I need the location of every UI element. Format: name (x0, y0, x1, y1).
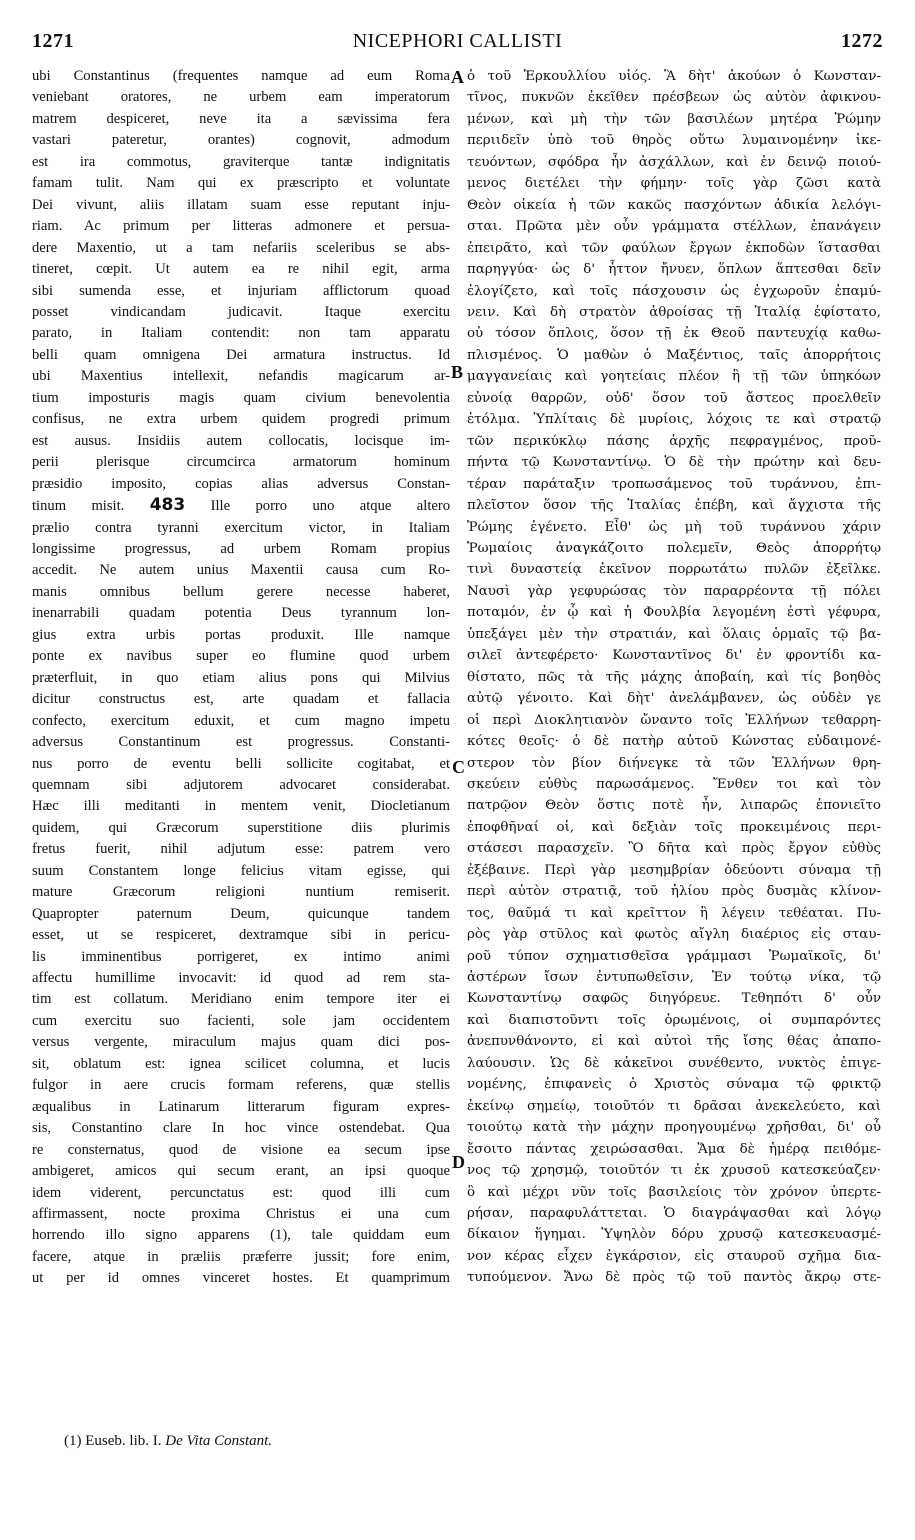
latin-line: belli quam omnigena Dei armatura instructus. Id (32, 346, 450, 363)
latin-line: ponte ex navibus super eo flumine quod urbem (32, 648, 450, 665)
latin-line: præsidio imposito, copias alias adversus Constan- (32, 475, 450, 492)
greek-line: τυπούμενον. Ἄνω δὲ πρὸς τῷ τοῦ παντὸς ἄκρῳ στε- (467, 1270, 881, 1286)
latin-line: sibi sumenda esse, et injuriam afflictorum quoad (32, 282, 450, 299)
greek-line: πλεῖστον ὅσον τῆς Ἰταλίας ἐπέβη, καὶ ἄγχιστα τῆς (467, 498, 881, 514)
greek-line: ἐποφθῆναί οἱ, καὶ δεξιὰν τοῖς προκειμένοις περι- (467, 819, 881, 835)
greek-line: τῖνος, πυκνῶν ἐκεῖθεν πρέσβεων ὡς αὐτὸν ἀφικνου- (467, 90, 881, 106)
greek-line: πλισμένος. Ὁ μαθὼν ὁ Μαξέντιος, ταῖς ἀπορρήτοις (467, 347, 881, 363)
latin-line: adversus Constantinum est progressus. Constanti- (32, 734, 450, 751)
greek-line: τινὶ δυναστείᾳ ἐκεῖνον πορρωτάτω πυλῶν ἐξεῖλκε. (467, 562, 881, 578)
latin-line: parato, in Italiam contendit: non tam apparatu (32, 325, 450, 342)
latin-line: suum Constantem longe felicius vitam egisse, qui (32, 862, 450, 879)
latin-line: fulgor in aere crucis formam referens, quæ stellis (32, 1077, 450, 1094)
greek-line: Θεὸν οἰκεία ἡ τῶν κακῶς πασχόντων ἀδικία λελόγι- (467, 197, 881, 213)
greek-line: σται. Πρῶτα μὲν οὖν γράμματα στέλλων, ἐπανάγειν (467, 219, 881, 235)
greek-line: νον κέρας εἶχεν ἐγκάρσιον, εἰς σταυροῦ σχῆμα δια- (467, 1248, 881, 1264)
latin-line: lis imminentibus porrigeret, ex intimo animi (32, 948, 450, 965)
greek-line: ἐξέβαινε. Περὶ γὰρ μεσημβρίαν ὁδεύοντι σύναμα τῇ (467, 862, 881, 878)
greek-line: στερον τὸν βίον διήνεγκε τὰ τῶν Ἑλλήνων θρη- (467, 755, 881, 771)
latin-line: ut per id omnes vinceret hostes. Et quamprimum (32, 1270, 450, 1287)
greek-line: ἔσοιτο πάντας χειρώσασθαι. Ἅμα δὲ ἡμέρᾳ πειθόμε- (467, 1141, 881, 1157)
greek-line: εὐνοίᾳ θαρρῶν, οὐδ' ὅσον τοῦ ἄστεος προελθεῖν (467, 390, 881, 406)
latin-line: præterfluit, in quo etiam alius pons qui Milvius (32, 669, 450, 686)
latin-line: sis, Constantino clare In hoc vince ostendebat. Qua (32, 1120, 450, 1137)
latin-line: mature Græcorum religioni nuntium remiserit. (32, 884, 450, 901)
latin-line: quidem, qui Græcorum superstitione diis plurimis (32, 819, 450, 836)
latin-line: esset, ut se respiceret, dextramque sibi in pericu- (32, 927, 450, 944)
latin-line: cum exercitu suo facienti, sole jam occidentem (32, 1012, 450, 1029)
greek-line: τέραν παράταξιν τροπωσάμενος τοῦ τυράννου, ἐπι- (467, 476, 881, 492)
latin-line: ubi Constantinus (frequentes namque ad eum Roma (32, 68, 450, 84)
greek-line: σιλεῖ ἀντεφέρετο· Κωνσταντῖνος δι' ἐν φροντίδι κα- (467, 648, 881, 664)
latin-line: longissime progressus, ad urbem Romam propius (32, 540, 450, 557)
latin-line: idem viderent, percunctatus est: quod illi cum (32, 1184, 450, 1201)
section-marker-d: D (452, 1152, 465, 1172)
greek-line: πατρῷον Θεὸν ὅστις ποτὲ ἦν, λιπαρῶς ἐπονιεῖτο (467, 798, 881, 814)
greek-line: ὁ τοῦ Ἑρκουλλίου υἱός. Ἃ δὴτ' ἀκούων ὁ Κωνσταν- (467, 69, 881, 84)
latin-line: dicitur constructus est, arte quadam et fallacia (32, 691, 450, 708)
page-header (32, 30, 883, 62)
latin-line: famam tulit. Nam qui ex præscripto et voluntate (32, 175, 450, 192)
latin-line: accedit. Ne autem unius Maxentii causa cum Ro- (32, 562, 450, 579)
greek-line: Ῥώμης ἐγένετο. Εἶθ' ὡς μὴ τοῦ τυράννου χάριν (467, 519, 881, 535)
latin-line: manis omnibus bellum gerere necesse haberet, (32, 583, 450, 600)
latin-line: matrem despiceret, neve ita a sævissima fera (32, 110, 450, 127)
greek-line: Ναυσὶ γὰρ γεφυρώσας τὸν παραρρέοντα τῇ πόλει (467, 583, 881, 599)
greek-line: σκεύειν εὐθὺς παρωσάμενος. Ἔνθεν τοι καὶ τὸν (467, 776, 881, 792)
greek-line: οὐ τόσον ὅπλοις, ὅσον τῇ ἐκ Θεοῦ παντευχίᾳ καθω- (467, 326, 881, 342)
footnote-reference: (1) Euseb. lib. I. (64, 1433, 162, 1449)
latin-line: est ausus. Insidiis autem collocatis, locisque im- (32, 432, 450, 449)
latin-line: veniebant oratores, ne urbem eam imperatorum (32, 89, 450, 106)
latin-line: facere, atque in præliis præferre jussit; fore enim, (32, 1248, 450, 1265)
section-marker-c: C (452, 757, 465, 777)
greek-line: αὐτῷ γένοιτο. Καὶ δὴτ' ἀνελάμβανεν, ὡς οὐδὲν γε (467, 691, 881, 707)
latin-line: tineret, cœpit. Ut autem ea re nihil egit, arma (32, 261, 450, 278)
greek-line: ποταμόν, ἐν ᾧ καὶ ἡ Φουλβία λεγομένη ἐστὶ γέφυρα, (467, 605, 881, 621)
greek-line: Ῥωμαίοις ἀναγκάζοιτο πολεμεῖν, Θεὸς ἀπορρήτῳ (467, 540, 881, 556)
greek-line: νομένης, ἐπιφανεὶς ὁ Χριστὸς σύναμα τῷ φρικτῷ (467, 1077, 881, 1093)
latin-line: versus vergente, miraculum majus quam dici pos- (32, 1034, 450, 1051)
latin-column (32, 66, 450, 1421)
greek-line: οἱ περὶ Διοκλητιανὸν ὤναντο τοῖς Ἑλλήνων τεθαρρη- (467, 712, 881, 728)
latin-line: riam. Ac primum per litteras admonere et persua- (32, 218, 450, 235)
greek-column (467, 66, 881, 1421)
greek-line: παρηγγύα· ὡς δ' ἧττον ἤνυεν, ὅπλων ἅπτεσθαι δεῖν (467, 262, 881, 278)
page-number-right: 1272 (841, 30, 883, 52)
greek-line: θίστατο, πῶς τὰ τῆς μάχης ἀποβαίη, καὶ τίς βοηθὸς (467, 669, 881, 685)
greek-line: τος, θαῦμά τι καὶ κρεῖττον ἢ λέγειν τεθέαται. Πυ- (467, 905, 881, 921)
latin-line: confecto, exercitum eduxit, et cum magno impetu (32, 712, 450, 729)
latin-line: affirmassent, nocte proxima Christus ei una cum (32, 1206, 450, 1223)
greek-line: ὑπεξάγει μὲν τὴν στρατιάν, καὶ ὅλαις ὁρμαῖς τῷ βα- (467, 626, 881, 642)
latin-line: ubi Maxentius intellexit, nefandis magicarum ar- (32, 368, 450, 385)
latin-line: sit, oblatum est: ignea scilicet columna, et lucis (32, 1055, 450, 1072)
latin-line: Quapropter paternum Deum, quicunque tandem (32, 905, 450, 922)
greek-line: ἐπειρᾶτο, καὶ τῶν φαύλων ἔργων ἐκποδὼν ἵστασθαι (467, 240, 881, 256)
greek-line: κότες θεοῖς· ὁ δὲ πατὴρ αὐτοῦ Κώνστας εὐδαιμονέ- (467, 734, 881, 750)
latin-line: gius extra urbis portas produxit. Ille namque (32, 626, 450, 643)
greek-line: τοιούτῳ κατὰ τὴν μάχην προηγουμένῳ χρῆσθαι, δι' οὗ (467, 1120, 881, 1136)
greek-line: μένων, καὶ μὴ τὴν τῶν βασιλέων μητέρα Ῥώμην (467, 111, 881, 127)
latin-line: quemnam sibi adjutorem advocaret considerabat. (32, 776, 450, 793)
greek-line: ὃ καὶ μέχρι νῦν τοῖς βασιλείοις τὸν χρόνον ὑπερτε- (467, 1184, 881, 1200)
latin-line: tinum misit. 483 Ille porro uno atque altero (32, 495, 450, 516)
greek-line: ρήσαν, παραφυλάττεται. Ὁ διαγράψασθαι καὶ λόγῳ (467, 1206, 881, 1222)
greek-line: Κωνσταντίνῳ σαφῶς διηγόρευε. Τεθηπότι δ' οὖν (467, 991, 881, 1007)
latin-line: Dei vivunt, aliis illatam suam esse reputant inju- (32, 196, 450, 213)
greek-line: ἐτόλμα. Ὑπλίταις δὲ μυρίοις, λόχοις τε καὶ στρατῷ (467, 412, 881, 428)
latin-line: Hæc illi meditanti in mentem venit, Diocletianum (32, 798, 450, 815)
latin-line: vastari pateretur, orantes) cognovit, admodum (32, 132, 450, 149)
section-marker-b: B (451, 362, 464, 382)
greek-line: στάσεσι παρασχεῖν. Ὃ δῆτα καὶ πρὸς ἔργον εὐθὺς (467, 841, 881, 857)
greek-line: ροῦ τύπον σχηματισθεῖσα γράμμασι Ῥωμαϊκοῖς, δι' (467, 948, 881, 964)
greek-line: μενος διετέλει τὴν φήμην· τοῖς γὰρ ζῶσι κατὰ (467, 176, 881, 192)
latin-line: tium imposturis magis quam civium benevolentia (32, 389, 450, 406)
greek-line: τῶν περικύκλῳ πάσης ἀρχῆς πεφραγμένος, προῦ- (467, 433, 881, 449)
greek-line: δίκαιον ἥγημαι. Ὑψηλὸν δόρυ χρυσῷ κατεσκευασμέ- (467, 1227, 881, 1243)
latin-line: nus porro de eventu belli sollicite cogitabat, et (32, 755, 450, 772)
greek-line: τευόντων, σφόδρα ἦν ἀσχάλλων, καὶ ἐν δεινῷ ποιού- (467, 154, 881, 170)
latin-line: perii plerisque circumcirca armatorum hominum (32, 454, 450, 471)
footnote (64, 1433, 272, 1450)
greek-line: ἀνεπυνθάνοντο, εἰ καὶ αὐτοὶ τῆς ἴσης θέας ἀπαπο- (467, 1034, 881, 1050)
greek-line: μαγγανείαις καὶ γοητείαις πλέον ἢ τῇ τῶν ὑπηκόων (467, 369, 881, 385)
latin-line: dere Maxentio, ut a tam nefariis sceleribus se abs- (32, 239, 450, 256)
greek-line: ρὸς γὰρ στῦλος καὶ φωτὸς αἴγλη διαέριος εἰς σταυ- (467, 927, 881, 943)
section-marker-a: A (451, 67, 464, 87)
inline-column-number: 483 (149, 495, 186, 516)
greek-line: καὶ διαπιστοῦντι τοῖς ὁρωμένοις, οἱ συμπαρόντες (467, 1012, 881, 1028)
greek-line: περὶ αὐτὸν στρατιᾷ, τοῦ ἡλίου πρὸς δυσμὰς κλίνον- (467, 884, 881, 900)
latin-line: est ira commotus, graviterque tantæ indignitatis (32, 153, 450, 170)
running-title: NICEPHORI CALLISTI (352, 30, 563, 52)
latin-line: prælio contra tyranni exercitum victor, in Italiam (32, 519, 450, 536)
greek-line: ἐκείνῳ σημείῳ, τοιοῦτόν τι δρᾶσαι ἀνεκελεύετο, καὶ (467, 1098, 881, 1114)
greek-line: περιιδεῖν ὑπὸ τοῦ θηρὸς οὕτω λυμαινομένην ἱκε- (467, 133, 881, 149)
latin-line: tim est collatum. Meridiano enim tempore iter ei (32, 991, 450, 1008)
latin-line: affectu humillime invocavit: id quod ad rem sta- (32, 970, 450, 987)
greek-line: ἐλογίζετο, καὶ τοῖς πάσχουσιν ὡς ἐγχωροῦν ἐπαμύ- (467, 283, 881, 299)
greek-line: νειν. Καὶ δὴ στρατὸν ἀθροίσας τῇ Ἰταλίᾳ ἐφίστατο, (467, 304, 881, 320)
latin-line: fretus fuerit, nihil adjutum esse: patrem vero (32, 841, 450, 858)
greek-line: λαύουσιν. Ὡς δὲ κἀκεῖνοι συνέθεντο, νυκτὸς ἐπιγε- (467, 1055, 881, 1071)
latin-line: re consternatus, quod de visione ea secum ipse (32, 1141, 450, 1158)
greek-line: νος τῷ χρησμῷ, τοιοῦτόν τι ἐκ χρυσοῦ κατεσκεύαζεν· (467, 1163, 881, 1179)
greek-line: ἀστέρων ἴσων ἐντυπωθεῖσιν, Ἐν τούτῳ νίκα, τῷ (467, 970, 881, 986)
page-number-left: 1271 (32, 30, 74, 52)
greek-line: πήντα τῷ Κωνσταντίνῳ. Ὁ δὲ τὴν πρώτην καὶ δευ- (467, 455, 881, 471)
latin-line: inenarrabili quadam potentia Deus tyrannum lon- (32, 605, 450, 622)
latin-line: ambigeret, amicos qui secum erant, an ipsi quoque (32, 1163, 450, 1180)
latin-line: æqualibus in Latinarum litterarum figuram expres- (32, 1098, 450, 1115)
footnote-title: De Vita Constant. (165, 1433, 273, 1449)
latin-line: horrendo illo signo apparens (1), tale quiddam eum (32, 1227, 450, 1244)
latin-line: posset vindicandam judicavit. Itaque exercitu (32, 303, 450, 320)
latin-line: confisus, ne extra urbem quidem progredi primum (32, 411, 450, 428)
